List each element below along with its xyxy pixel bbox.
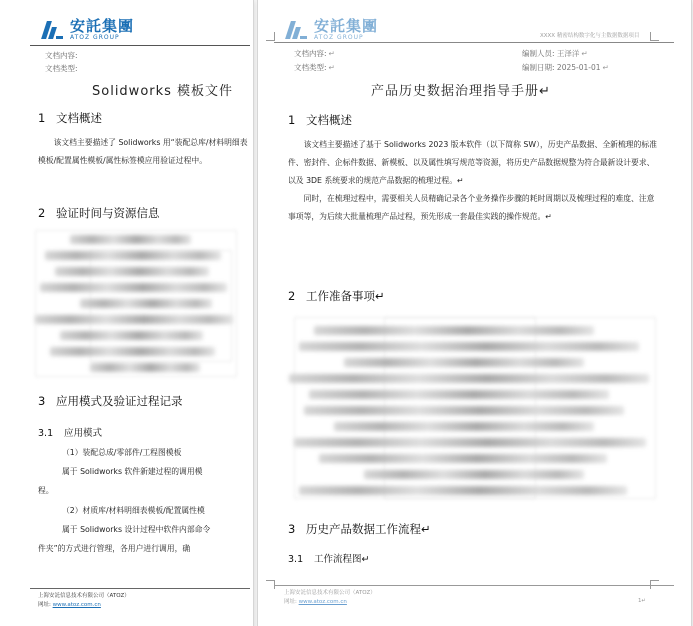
footer: 上海安託信息技术有限公司（ATOZ） 网址: www.atoz.com.cn [284,590,376,605]
mode-item-2-desc: 属于 Solidworks 设计过程中软件内部命令 [62,525,211,534]
logo-chinese-name: 安託集團 [314,17,379,35]
header-rule [30,45,250,46]
document-title: 产品历史数据治理指导手册↵ [371,84,551,99]
subsection-heading-3-1: 3.1 工作流程图↵ [288,554,370,565]
header-rule [274,42,674,43]
footer-url-link[interactable]: www.atoz.com.cn [52,602,101,608]
atoz-logo-icon [44,21,66,39]
logo-chinese-name: 安託集團 [70,17,135,35]
project-header: XXXX 精密结构数字化与主数据数据项目 [540,33,640,39]
crop-mark-top-left [266,32,275,41]
overview-paragraphs [288,136,658,226]
mode-item-2: （2）材质库/材料明细表模板/配置属性模 [62,506,205,515]
section-heading-1: 1 文档概述 [38,111,102,125]
section-heading-3: 3 历史产品数据工作流程↵ [288,522,431,536]
blurred-resource-table [30,225,250,385]
left-document-page [0,0,253,626]
mode-item-2-desc-cont: 件夹”的方式进行管理，各用户进行调用，确 [38,544,191,553]
right-document-page [258,0,691,626]
page-number: 1↵ [638,598,647,604]
overview-paragraph-1: 该文档主要描述了基于 Solidworks 2023 版本软件（以下简称 SW），历史产品数据、全新梳理的标准件、密封件、企标件数据、新模板、以及属性填写规范等资源，将历史产品数据规整为符合最新设计要求、以及 3DE 系统要求的规范产品数据的梳理过程。↵ [288,140,657,185]
footer-company: 上海安託信息技术有限公司（ATOZ） [284,590,376,596]
section-heading-3: 3 应用模式及验证过程记录 [38,394,183,408]
meta-doc-content: 文档内容: [45,51,78,60]
subsection-heading-3-1: 3.1 应用模式 [38,428,103,439]
section-heading-1: 1 文档概述 [288,113,352,127]
crop-mark-top-right [650,32,659,41]
atoz-logo-icon [288,21,310,39]
blurred-preparation-table [274,312,674,507]
section-heading-2: 2 验证时间与资源信息 [38,206,160,220]
meta-author: 编制人员: 王泽洋 ↵ [522,49,588,58]
meta-doc-content: 文档内容: ↵ [294,49,335,58]
document-title: Solidworks 模板文件 [92,84,234,99]
mode-item-1: （1）装配总成/零部件/工程图模板 [62,448,182,457]
footer-rule [30,588,250,589]
mode-item-1-desc-cont: 程。 [38,486,54,495]
overview-paragraph-2: 同时，在梳理过程中，需要相关人员精确记录各个业务操作步骤的耗时周期以及梳理过程的难度、注意事项等，为后续大批量梳理产品过程，预先形成一套最佳实践的操作规范。↵ [288,194,655,221]
meta-doc-type: 文档类型: [45,64,78,73]
company-logo [44,19,134,41]
footer-company: 上海安託信息技术有限公司（ATOZ） [38,593,130,599]
overview-paragraph: 该文档主要描述了 Solidworks 用“装配总库/材料明细表模板/配置属性模板/属性标签模应用验证过程中。 [38,138,248,165]
logo-english-name: ATOZ GROUP [314,34,364,41]
footer: 上海安託信息技术有限公司（ATOZ） 网址: www.atoz.com.cn [38,593,130,608]
footer-url-link[interactable]: www.atoz.com.cn [298,599,347,605]
footer-rule [274,585,674,586]
logo-english-name: ATOZ GROUP [70,34,120,41]
mode-item-1-desc: 属于 Solidworks 软件新建过程的调用模 [62,467,203,476]
meta-date: 编制日期: 2025-01-01 ↵ [522,63,609,72]
company-logo [288,19,378,41]
meta-doc-type: 文档类型: ↵ [294,63,335,72]
section-heading-2: 2 工作准备事项↵ [288,289,385,303]
